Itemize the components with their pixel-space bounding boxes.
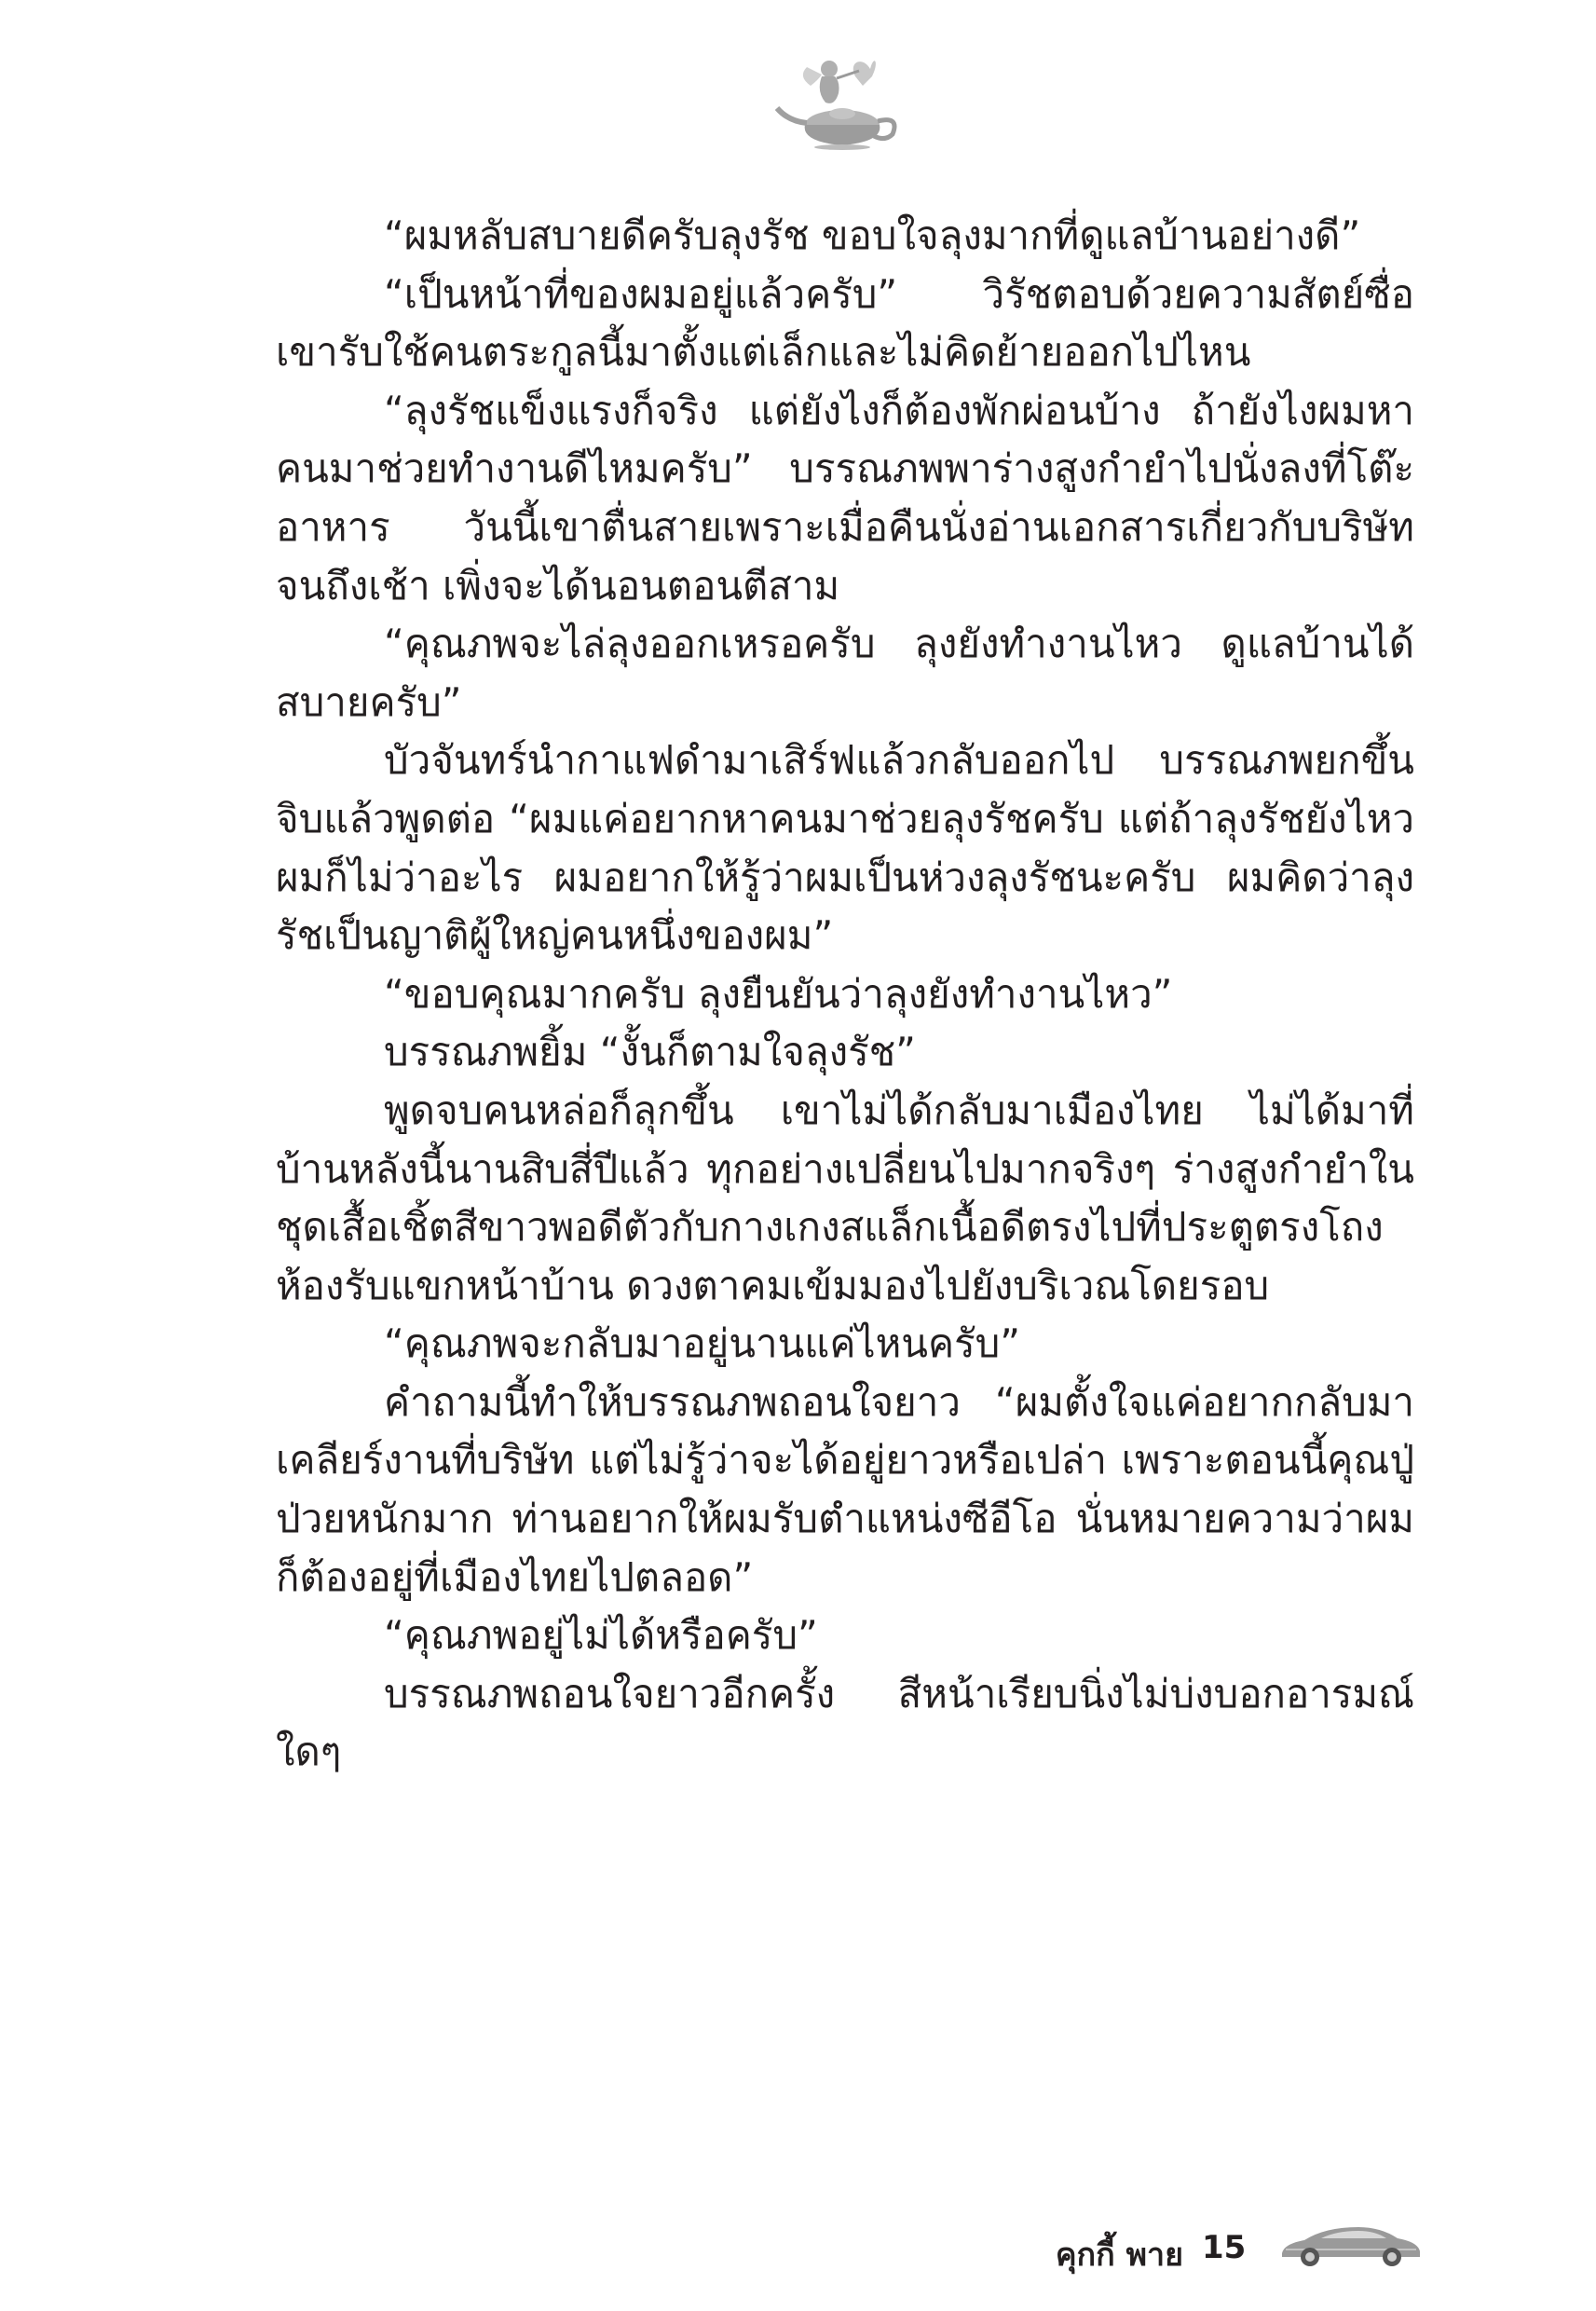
paragraph: “คุณภพอยู่ไม่ได้หรือครับ” (384, 1612, 818, 1659)
paragraph: “ลุงรัชแข็งแรงก็จริง แต่ยังไงก็ต้องพักผ่อนบ้าง ถ้ายังไงผมหาคนมาช่วยทำงานดีไหมครับ” บรรณภพพาร่างสูงกำยำไปนั่งลงที่โต๊ะอาหาร วันนี้เขาตื่นสายเพราะเมื่อคืนนั่งอ่านเอกสารเกี่ยวกับบริษัทจนถึงเช้า เพิ่งจะได้นอนตอนตีสาม (276, 387, 1414, 609)
story-body (276, 207, 1414, 1782)
paragraph: บรรณภพยิ้ม “งั้นก็ตามใจลุงรัช” (384, 1029, 916, 1075)
page-number: 15 (1202, 2229, 1247, 2266)
paragraph: “เป็นหน้าที่ของผมอยู่แล้วครับ” วิรัชตอบด้วยความสัตย์ซื่อ เขารับใช้คนตระกูลนี้มาตั้งแต่เล็กและไม่คิดย้ายออกไปไหน (276, 270, 1414, 376)
paragraph: “คุณภพจะไล่ลุงออกเหรอครับ ลุงยังทำงานไหว ดูแลบ้านได้สบายครับ” (276, 621, 1414, 725)
paragraph: คำถามนี้ทำให้บรรณภพถอนใจยาว “ผมตั้งใจแค่อยากกลับมาเคลียร์งานที่บริษัท แต่ไม่รู้ว่าจะได้อยู่ยาวหรือเปล่า เพราะตอนนี้คุณปู่ป่วยหนักมาก ท่านอยากให้ผมรับตำแหน่งซีอีโอ นั่นหมายความว่าผมก็ต้องอยู่ที่เมืองไทยไปตลอด” (276, 1378, 1414, 1600)
paragraph: “ขอบคุณมากครับ ลุงยืนยันว่าลุงยังทำงานไหว” (384, 970, 1173, 1017)
paragraph: บรรณภพถอนใจยาวอีกครั้ง สีหน้าเรียบนิ่งไม่บ่งบอกอารมณ์ใดๆ (276, 1670, 1414, 1775)
cupid-teapot-ornament-icon (770, 48, 909, 151)
book-title: คุกกี้ พาย (1055, 2236, 1183, 2274)
paragraph: บัวจันทร์นำกาแฟดำมาเสิร์ฟแล้วกลับออกไป บรรณภพยกขึ้นจิบแล้วพูดต่อ “ผมแค่อยากหาคนมาช่วยลุงรัชครับ แต่ถ้าลุงรัชยังไหวผมก็ไม่ว่าอะไร ผมอยากให้รู้ว่าผมเป็นห่วงลุงรัชนะครับ ผมคิดว่าลุงรัชเป็นญาติผู้ใหญ่คนหนึ่งของผม” (276, 737, 1414, 959)
sports-car-icon (1276, 2220, 1425, 2268)
paragraph: “ผมหลับสบายดีครับลุงรัช ขอบใจลุงมากที่ดูแลบ้านอย่างดี” (384, 212, 1361, 258)
paragraph: พูดจบคนหล่อก็ลุกขึ้น เขาไม่ได้กลับมาเมืองไทย ไม่ได้มาที่บ้านหลังนี้นานสิบสี่ปีแล้ว ทุกอย่างเปลี่ยนไปมากจริงๆ ร่างสูงกำยำในชุดเสื้อเชิ้ตสีขาวพอดีตัวกับกางเกงสแล็กเนื้อดีตรงไปที่ประตูตรงโถงห้องรับแขกหน้าบ้าน ดวงตาคมเข้มมองไปยังบริเวณโดยรอบ (276, 1087, 1414, 1308)
paragraph: “คุณภพจะกลับมาอยู่นานแค่ไหนครับ” (384, 1320, 1021, 1367)
